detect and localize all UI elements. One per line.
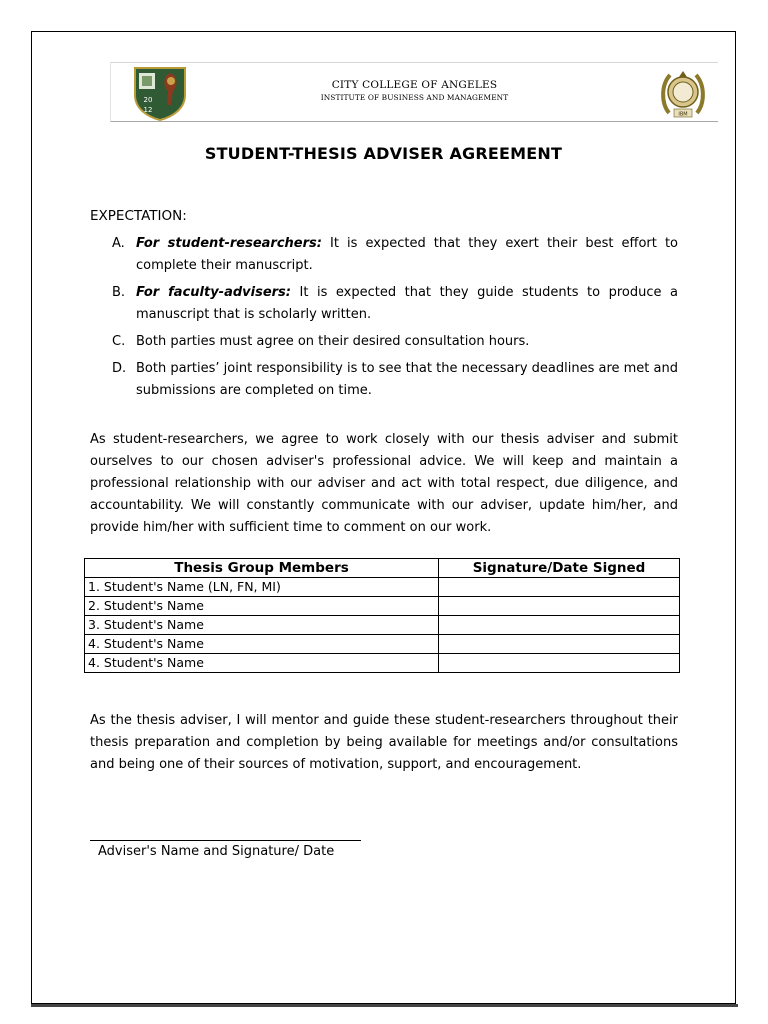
member-name-cell: 4. Student's Name: [85, 635, 439, 654]
table-row: [85, 654, 680, 673]
institute-name: INSTITUTE OF BUSINESS AND MANAGEMENT: [320, 93, 509, 102]
institution-header: [111, 79, 718, 102]
signature-cell: [439, 635, 680, 654]
expectation-list: [112, 233, 678, 407]
student-statement: As student-researchers, we agree to work closely with our thesis adviser and submit ourselves to our chosen adviser's professional advice. We will keep and maintain a professional relationship with our adviser and act with total respect, due diligence, and accountability. We will constantly communicate with our adviser, update him/her, and provide him/her with sufficient time to comment on our work.: [90, 432, 678, 535]
list-item-lead: For faculty-advisers:: [136, 285, 291, 300]
signature-cell: [439, 597, 680, 616]
signature-cell: [439, 578, 680, 597]
list-item: [112, 331, 678, 353]
institute-seal-logo: [660, 65, 706, 121]
member-name-cell: 1. Student's Name (LN, FN, MI): [85, 578, 439, 597]
document-page: [31, 31, 736, 1004]
list-marker: D.: [112, 361, 127, 376]
table-row: [85, 597, 680, 616]
list-item: [112, 282, 678, 326]
list-item-text: It is expected that they exert their best effort to complete their manuscript.: [136, 236, 678, 273]
list-item: [112, 233, 678, 277]
list-item-text: Both parties’ joint responsibility is to see that the necessary deadlines are met and submissions are completed on time.: [136, 361, 678, 398]
list-item-lead: For student-researchers:: [136, 236, 322, 251]
list-item-text: Both parties must agree on their desired consultation hours.: [136, 334, 530, 349]
signature-cell: [439, 616, 680, 635]
list-item-text: It is expected that they guide students to produce a manuscript that is scholarly written.: [136, 285, 678, 322]
table-header-row: [85, 559, 680, 578]
adviser-signature-line: [90, 840, 361, 841]
expectation-heading: EXPECTATION:: [90, 208, 187, 224]
seal-text: IBM: [678, 111, 688, 118]
logo-year-top: 20: [143, 96, 153, 104]
list-marker: C.: [112, 334, 126, 349]
list-marker: A.: [112, 236, 125, 251]
table-row: [85, 635, 680, 654]
logo-year-bottom: 12: [143, 106, 153, 114]
column-header-members: Thesis Group Members: [85, 559, 439, 578]
table-row: [85, 578, 680, 597]
signature-cell: [439, 654, 680, 673]
page-bottom-edge: [31, 1004, 738, 1007]
table-row: [85, 616, 680, 635]
institution-name: CITY COLLEGE OF ANGELES: [331, 79, 498, 91]
column-header-signature: Signature/Date Signed: [439, 559, 680, 578]
member-name-cell: 4. Student's Name: [85, 654, 439, 673]
document-title: STUDENT-THESIS ADVISER AGREEMENT: [204, 144, 563, 163]
member-name-cell: 2. Student's Name: [85, 597, 439, 616]
members-table: [84, 558, 680, 673]
adviser-signature-label: Adviser's Name and Signature/ Date: [98, 844, 335, 859]
list-marker: B.: [112, 285, 126, 300]
list-item: [112, 358, 678, 402]
letterhead: [110, 62, 718, 122]
member-name-cell: 3. Student's Name: [85, 616, 439, 635]
adviser-statement: As the thesis adviser, I will mentor and guide these student-researchers throughout their thesis preparation and completion by being available for meetings and/or consultations and being one of their sources of motivation, support, and encouragement.: [90, 713, 678, 772]
